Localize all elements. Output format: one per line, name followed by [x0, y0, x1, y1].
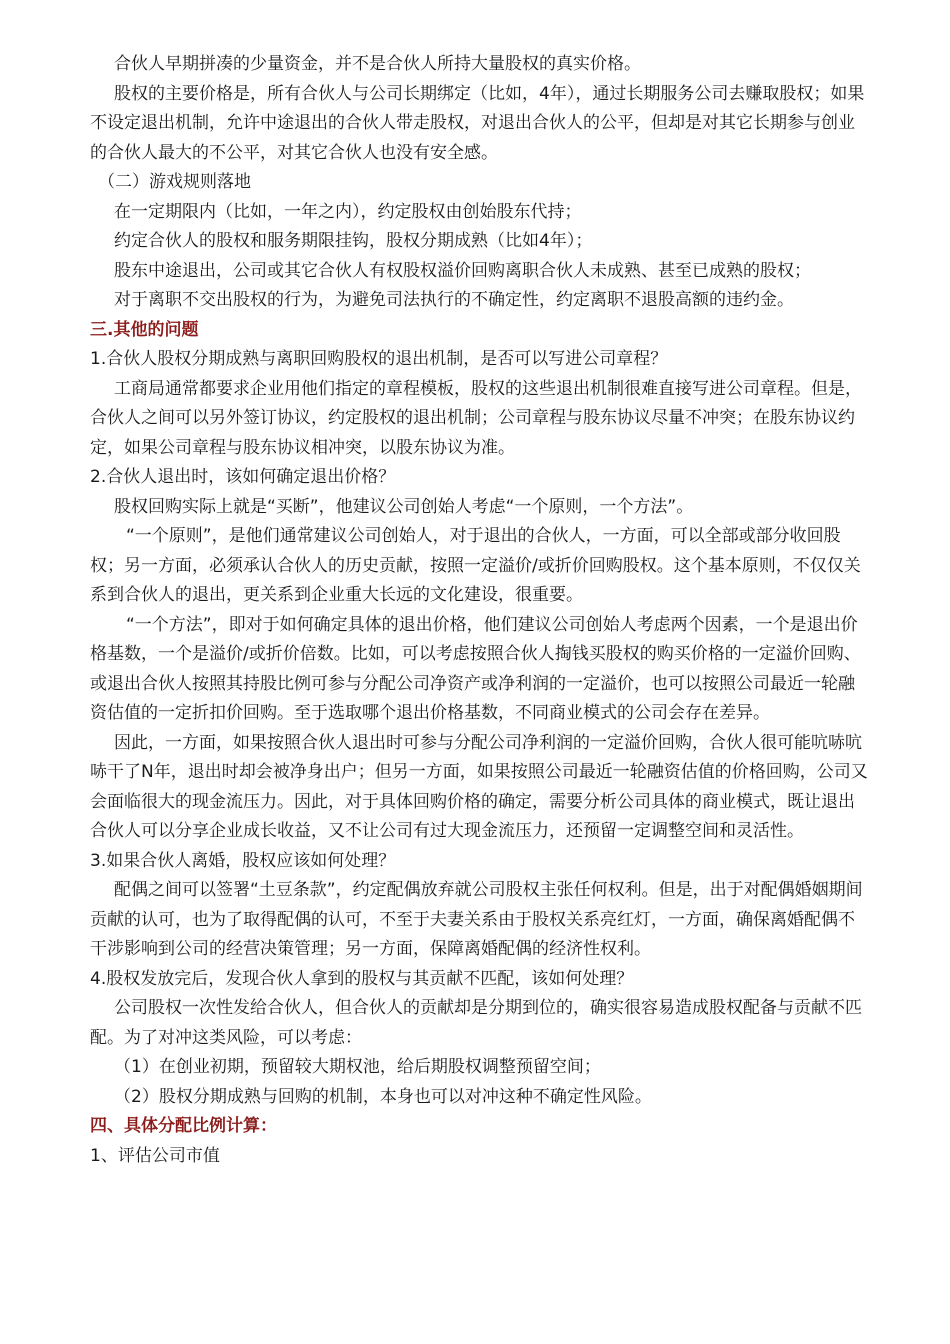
question-heading: 1.合伙人股权分期成熟与离职回购股权的退出机制，是否可以写进公司章程？ — [90, 349, 668, 369]
section-heading: 三.其他的问题 — [90, 319, 199, 340]
paragraph: 约定合伙人的股权和服务期限挂钩，股权分期成熟（比如4年）； — [114, 231, 593, 251]
paragraph: 因此，一方面，如果按照合伙人退出时可参与分配公司净利润的一定溢价回购，合伙人很可能吭哧吭哧干了N年，退出时却会被净身出户；但另一方面，如果按照公司最近一轮融资估值的价格回购，公司又会面临很大的现金流压力。因此，对于具体回购价格的确定，需要分析公司具体的商业模式，既让退出合伙人可以分享企业成长收益，又不让公司有过大现金流压力，还预留一定调整空间和灵活性。 — [90, 732, 868, 841]
list-item: （1）在创业初期，预留较大期权池，给后期股权调整预留空间； — [114, 1057, 601, 1077]
paragraph: “一个原则”，是他们通常建议公司创始人，对于退出的合伙人，一方面，可以全部或部分收回股权；另一方面，必须承认合伙人的历史贡献，按照一定溢价/或折价回购股权。这个基本原则，不仅仅关系到合伙人的退出，更关系到企业重大长远的文化建设，很重要。 — [90, 526, 861, 605]
section-heading: 四、具体分配比例计算： — [90, 1116, 277, 1136]
document-page — [90, 50, 870, 1171]
list-item: （2）股权分期成熟与回购的机制，本身也可以对冲这种不确定性风险。 — [114, 1086, 652, 1107]
question-heading: 1、评估公司市值 — [90, 1145, 220, 1166]
paragraph: 在一定期限内（比如，一年之内），约定股权由创始股东代持； — [114, 201, 582, 222]
paragraph: 工商局通常都要求企业用他们指定的章程模板，股权的这些退出机制很难直接写进公司章程。但是，合伙人之间可以另外签订协议，约定股权的退出机制；公司章程与股东协议尽量不冲突；在股东协议约定，如果公司章程与股东协议相冲突，以股东协议为准。 — [90, 378, 862, 458]
question-heading: 3.如果合伙人离婚，股权应该如何处理？ — [90, 850, 396, 871]
subsection-heading: （二）游戏规则落地 — [98, 172, 251, 192]
question-heading: 4.股权发放完后，发现合伙人拿到的股权与其贡献不匹配，该如何处理？ — [90, 968, 634, 989]
question-heading: 2.合伙人退出时，该如何确定退出价格？ — [90, 467, 396, 487]
paragraph: 配偶之间可以签署“土豆条款”，约定配偶放弃就公司股权主张任何权利。但是，出于对配偶婚姻期间贡献的认可，也为了取得配偶的认可，不至于夫妻关系由于股权关系亮红灯，一方面，确保离婚配偶不干涉影响到公司的经营决策管理；另一方面，保障离婚配偶的经济性权利。 — [90, 880, 863, 959]
paragraph: 公司股权一次性发给合伙人，但合伙人的贡献却是分期到位的，确实很容易造成股权配备与贡献不匹配。为了对冲这类风险，可以考虑： — [90, 998, 862, 1048]
paragraph: 股权回购实际上就是“买断”，他建议公司创始人考虑“一个原则，一个方法”。 — [114, 496, 694, 517]
paragraph: 对于离职不交出股权的行为，为避免司法执行的不确定性，约定离职不退股高额的违约金。 — [114, 290, 794, 310]
paragraph: 股权的主要价格是，所有合伙人与公司长期绑定（比如，4年），通过长期服务公司去赚取股权；如果不设定退出机制，允许中途退出的合伙人带走股权，对退出合伙人的公平，但却是对其它长期参与创业的合伙人最大的不公平，对其它合伙人也没有安全感。 — [90, 83, 865, 163]
paragraph: “一个方法”，即对于如何确定具体的退出价格，他们建议公司创始人考虑两个因素，一个是退出价格基数，一个是溢价/或折价倍数。比如，可以考虑按照合伙人掏钱买股权的购买价格的一定溢价回购、或退出合伙人按照其持股比例可参与分配公司净资产或净利润的一定溢价，也可以按照公司最近一轮融资估值的一定折扣价回购。至于选取哪个退出价格基数，不同商业模式的公司会存在差异。 — [90, 614, 861, 723]
paragraph: 股东中途退出，公司或其它合伙人有权股权溢价回购离职合伙人未成熟、甚至已成熟的股权； — [114, 260, 811, 281]
paragraph: 合伙人早期拼凑的少量资金，并不是合伙人所持大量股权的真实价格。 — [114, 54, 641, 74]
